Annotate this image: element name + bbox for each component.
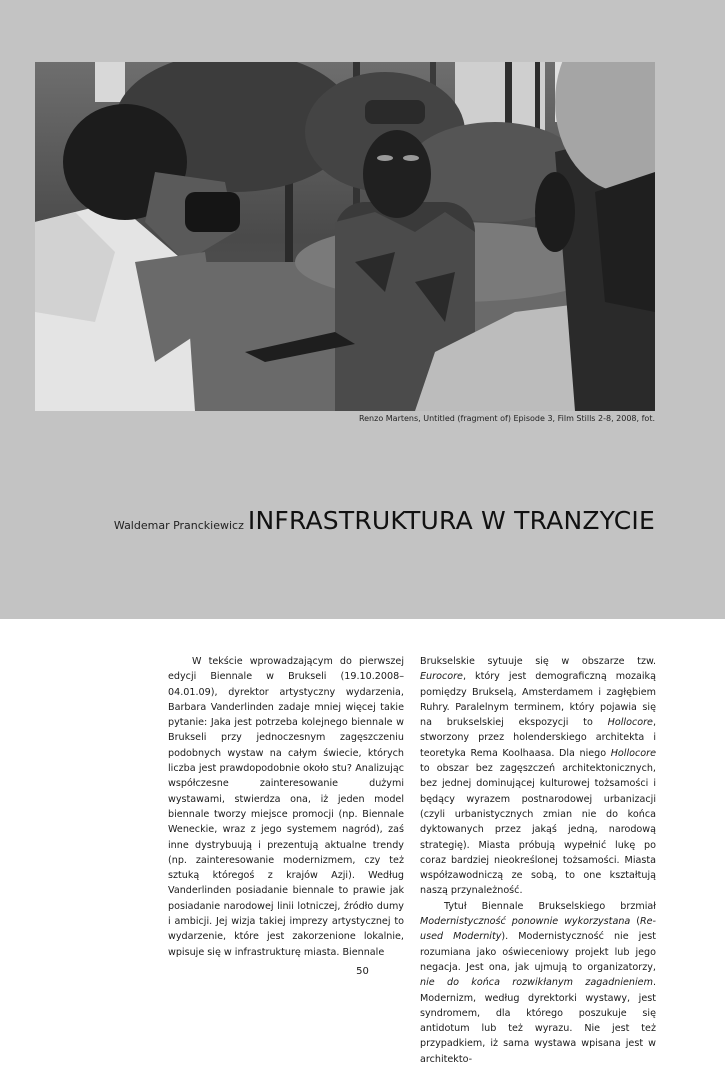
text-run: Brukselskie sytuuje się w obszarze tzw. — [420, 656, 656, 667]
body-paragraph-continued — [420, 654, 656, 899]
page-number: 50 — [356, 966, 369, 977]
title-row — [113, 506, 655, 535]
text-run: Tytuł Biennale Brukselskiego brzmiał — [444, 900, 656, 912]
article-title: INFRASTRUKTURA W TRANZYCIE — [247, 506, 655, 535]
italic-term: Hollocore — [610, 747, 656, 759]
text-run: ( — [630, 916, 640, 928]
text-run: ). Modernistyczność nie jest rozumiana jako oświeceniowy projekt lub jego negacja. Jest ona, jak ujmują to organizatorzy, — [420, 931, 656, 973]
italic-term: Eurocore — [420, 671, 463, 683]
text-run: to obszar bez zagęszczeń architektonicznych, bez jednej dominującej kulturowej tożsamości i będący wyrazem postnarodowej urbanizacji (czyli urbanistycznych zmian nie do końca dyktowanych przez jakąś jedną, narodową strategię). Miasta próbują wypełnić lukę po coraz bardziej nieokreślonej tożsamości. Miasta współzawodniczą ze sobą, to one kształtują naszą przynależność. — [420, 763, 656, 897]
text-run: , który jest demograficzną mozaiką pomiędzy Brukselą, Amsterdamem i zagłębiem Ruhry. Paralelnym terminem, który pojawia się na brukselskiej ekspozycji to — [420, 671, 656, 729]
italic-term: Re-used Modernity — [420, 916, 656, 943]
text-run: W tekście wprowadzającym do pierwszej edycji Biennale w Brukseli (19.10.2008–04.01.09), dyrektor artystyczny wydarzenia, Barbara Vanderlinden zadaje mniej więcej takie pytanie: Jaka jest potrzeba kolejnego biennale w Brukseli przy jednoczesnym zagęszczeniu podobnych wystaw na całym świecie, których liczba jest prawdopodobnie około stu? Analizując współczesne zainteresowanie dużymi wystawami, stwierdza ona, iż jeden model biennale tworzy miejsce promocji (np. Biennale Weneckie, wraz z jego systemem nagród), zaś inne dystrybuują i prezentują aktualne trendy (np. zainteresowanie modernizmem, czy też sztuką któregoś z krajów Azji). Według Vanderlinden posiadanie biennale to prawie jak posiadanie narodowej linii lotniczej, źródło dumy i ambicji. Jej wizja takiej imprezy artystycznej to wydarzenie, które jest zakorzenione lokalnie, wpisuje się w infrastrukturę miasta. Biennale — [168, 656, 404, 958]
body-paragraph — [420, 899, 656, 1067]
author-name: Waldemar Pranckiewicz — [113, 519, 244, 532]
text-run: . Modernizm, według dyrektorki wystawy, jest syndromem, dla którego poszukuje się antidotum lub też wyrazu. Nie jest też przypadkiem, iż sama wystawa wpisana jest w architekto- — [420, 977, 656, 1065]
text-run: , stworzony przez holenderskiego architekta i teoretyka Rema Koolhaasa. Dla niego — [420, 717, 656, 759]
body-column-left — [168, 654, 404, 960]
italic-term: nie do końca rozwikłanym zagadnieniem — [420, 977, 653, 989]
italic-term: Modernistyczność ponownie wykorzystana — [420, 916, 631, 928]
body-column-right — [420, 654, 656, 1067]
italic-term: Hollocore — [607, 717, 653, 729]
film-still-photo — [35, 62, 655, 411]
figure-caption: Renzo Martens, Untitled (fragment of) Episode 3, Film Stills 2-8, 2008, fot. — [358, 414, 655, 423]
body-paragraph — [168, 654, 404, 960]
